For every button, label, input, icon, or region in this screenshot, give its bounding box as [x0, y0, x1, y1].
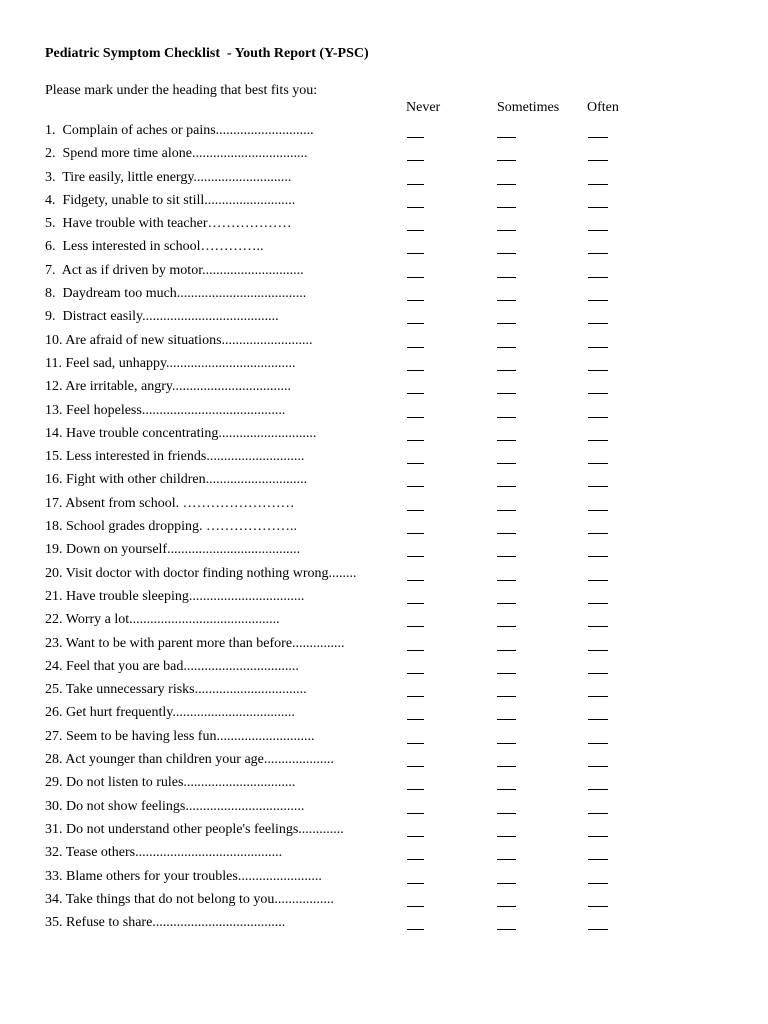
sometimes-response-blank[interactable]: [497, 906, 516, 907]
checklist-row: [45, 448, 745, 471]
never-response-blank[interactable]: [407, 300, 424, 301]
never-response-blank[interactable]: [407, 650, 424, 651]
sometimes-response-blank[interactable]: [497, 300, 516, 301]
checklist-row: [45, 891, 745, 914]
sometimes-response-blank[interactable]: [497, 603, 516, 604]
often-response-blank[interactable]: [588, 883, 608, 884]
often-response-blank[interactable]: [588, 207, 608, 208]
checklist-row: [45, 728, 745, 751]
often-response-blank[interactable]: [588, 836, 608, 837]
often-response-blank[interactable]: [588, 486, 608, 487]
item-label: 3. Tire easily, little energy............................: [45, 169, 292, 185]
sometimes-response-blank[interactable]: [497, 696, 516, 697]
item-label: 2. Spend more time alone.................................: [45, 146, 308, 162]
checklist-row: [45, 471, 745, 494]
item-label: 4. Fidgety, unable to sit still..........................: [45, 192, 296, 208]
sometimes-response-blank[interactable]: [497, 347, 516, 348]
item-label: 20. Visit doctor with doctor finding nothing wrong........: [45, 565, 357, 581]
often-response-blank[interactable]: [588, 533, 608, 534]
checklist-row: [45, 332, 745, 355]
often-response-blank[interactable]: [588, 184, 608, 185]
checklist-row: [45, 681, 745, 704]
often-response-blank[interactable]: [588, 510, 608, 511]
item-label: 7. Act as if driven by motor.............................: [45, 262, 304, 278]
item-label: 35. Refuse to share......................................: [45, 915, 286, 931]
checklist-row: [45, 518, 745, 541]
never-response-blank[interactable]: [407, 696, 424, 697]
checklist-row: [45, 751, 745, 774]
sometimes-response-blank[interactable]: [497, 789, 516, 790]
item-label: 19. Down on yourself......................................: [45, 542, 301, 558]
sometimes-response-blank[interactable]: [497, 743, 516, 744]
instruction-text: Please mark under the heading that best fits you:: [45, 83, 318, 98]
item-label: 33. Blame others for your troubles........................: [45, 868, 322, 884]
often-response-blank[interactable]: [588, 463, 608, 464]
item-label: 30. Do not show feelings..................................: [45, 798, 305, 814]
often-response-blank[interactable]: [588, 673, 608, 674]
sometimes-response-blank[interactable]: [497, 440, 516, 441]
often-response-blank[interactable]: [588, 277, 608, 278]
sometimes-response-blank[interactable]: [497, 929, 516, 930]
never-response-blank[interactable]: [407, 277, 424, 278]
item-label: 32. Tease others..........................................: [45, 845, 283, 861]
checklist-row: [45, 658, 745, 681]
never-response-blank[interactable]: [407, 743, 424, 744]
sometimes-response-blank[interactable]: [497, 370, 516, 371]
often-response-blank[interactable]: [588, 417, 608, 418]
checklist-row: [45, 238, 745, 261]
sometimes-response-blank[interactable]: [497, 207, 516, 208]
checklist-row: [45, 378, 745, 401]
often-response-blank[interactable]: [588, 580, 608, 581]
never-response-blank[interactable]: [407, 789, 424, 790]
never-response-blank[interactable]: [407, 323, 424, 324]
checklist-row: [45, 285, 745, 308]
item-label: 1. Complain of aches or pains............................: [45, 123, 314, 138]
checklist-row: [45, 169, 745, 192]
often-response-blank[interactable]: [588, 370, 608, 371]
sometimes-response-blank[interactable]: [497, 883, 516, 884]
never-response-blank[interactable]: [407, 207, 424, 208]
never-response-blank[interactable]: [407, 463, 424, 464]
often-response-blank[interactable]: [588, 789, 608, 790]
checklist-row: [45, 192, 745, 215]
often-response-blank[interactable]: [588, 766, 608, 767]
often-response-blank[interactable]: [588, 393, 608, 394]
item-label: 26. Get hurt frequently...................................: [45, 705, 295, 721]
item-label: 16. Fight with other children.............................: [45, 472, 308, 488]
sometimes-response-blank[interactable]: [497, 160, 516, 161]
never-response-blank[interactable]: [407, 347, 424, 348]
often-response-blank[interactable]: [588, 440, 608, 441]
checklist-row: [45, 495, 745, 518]
sometimes-response-blank[interactable]: [497, 580, 516, 581]
checklist-row: [45, 868, 745, 891]
item-label: 17. Absent from school. ……………………: [45, 495, 295, 511]
often-response-blank[interactable]: [588, 253, 608, 254]
item-label: 31. Do not understand other people's feelings.............: [45, 821, 344, 837]
often-response-blank[interactable]: [588, 603, 608, 604]
sometimes-response-blank[interactable]: [497, 556, 516, 557]
never-response-blank[interactable]: [407, 580, 424, 581]
item-label: 28. Act younger than children your age....................: [45, 752, 334, 768]
sometimes-response-blank[interactable]: [497, 673, 516, 674]
item-label: 29. Do not listen to rules................................: [45, 775, 296, 791]
checklist-row: [45, 308, 745, 331]
never-response-blank[interactable]: [407, 533, 424, 534]
often-response-blank[interactable]: [588, 813, 608, 814]
checklist-row: [45, 704, 745, 727]
never-response-blank[interactable]: [407, 906, 424, 907]
sometimes-response-blank[interactable]: [497, 650, 516, 651]
checklist-row: [45, 355, 745, 378]
often-response-blank[interactable]: [588, 323, 608, 324]
sometimes-response-blank[interactable]: [497, 393, 516, 394]
page-title: Pediatric Symptom Checklist - Youth Report (Y-PSC): [45, 46, 369, 61]
never-response-blank[interactable]: [407, 719, 424, 720]
item-label: 24. Feel that you are bad.................................: [45, 658, 299, 674]
often-response-blank[interactable]: [588, 347, 608, 348]
never-response-blank[interactable]: [407, 393, 424, 394]
item-label: 13. Feel hopeless.........................................: [45, 402, 286, 418]
sometimes-response-blank[interactable]: [497, 719, 516, 720]
often-response-blank[interactable]: [588, 719, 608, 720]
never-response-blank[interactable]: [407, 626, 424, 627]
never-response-blank[interactable]: [407, 836, 424, 837]
often-response-blank[interactable]: [588, 650, 608, 651]
sometimes-response-blank[interactable]: [497, 277, 516, 278]
sometimes-response-blank[interactable]: [497, 417, 516, 418]
sometimes-response-blank[interactable]: [497, 859, 516, 860]
sometimes-response-blank[interactable]: [497, 230, 516, 231]
often-response-blank[interactable]: [588, 626, 608, 627]
never-response-blank[interactable]: [407, 766, 424, 767]
often-response-blank[interactable]: [588, 300, 608, 301]
item-label: 27. Seem to be having less fun............................: [45, 728, 315, 744]
never-response-blank[interactable]: [407, 440, 424, 441]
never-response-blank[interactable]: [407, 160, 424, 161]
item-label: 34. Take things that do not belong to you.................: [45, 891, 334, 907]
checklist-row: [45, 402, 745, 425]
column-header-never: Never: [406, 100, 441, 115]
never-response-blank[interactable]: [407, 510, 424, 511]
checklist-row: [45, 262, 745, 285]
never-response-blank[interactable]: [407, 230, 424, 231]
item-label: 5. Have trouble with teacher………………: [45, 216, 292, 232]
never-response-blank[interactable]: [407, 859, 424, 860]
item-label: 25. Take unnecessary risks................................: [45, 682, 307, 698]
often-response-blank[interactable]: [588, 696, 608, 697]
item-label: 6. Less interested in school…………..: [45, 239, 264, 255]
never-response-blank[interactable]: [407, 137, 424, 138]
item-label: 12. Are irritable, angry..................................: [45, 379, 291, 395]
sometimes-response-blank[interactable]: [497, 533, 516, 534]
sometimes-response-blank[interactable]: [497, 184, 516, 185]
often-response-blank[interactable]: [588, 556, 608, 557]
sometimes-response-blank[interactable]: [497, 836, 516, 837]
never-response-blank[interactable]: [407, 673, 424, 674]
often-response-blank[interactable]: [588, 859, 608, 860]
never-response-blank[interactable]: [407, 556, 424, 557]
column-header-often: Often: [587, 100, 619, 115]
checklist-row: [45, 541, 745, 564]
item-label: 23. Want to be with parent more than before...............: [45, 635, 345, 651]
sometimes-response-blank[interactable]: [497, 463, 516, 464]
checklist-row: [45, 611, 745, 634]
sometimes-response-blank[interactable]: [497, 813, 516, 814]
often-response-blank[interactable]: [588, 906, 608, 907]
checklist-row: [45, 122, 745, 145]
checklist-row: [45, 215, 745, 238]
column-header-sometimes: Sometimes: [497, 100, 560, 115]
checklist-row: [45, 914, 745, 937]
item-label: 14. Have trouble concentrating............................: [45, 425, 317, 441]
never-response-blank[interactable]: [407, 929, 424, 930]
often-response-blank[interactable]: [588, 929, 608, 930]
often-response-blank[interactable]: [588, 160, 608, 161]
often-response-blank[interactable]: [588, 137, 608, 138]
item-label: 9. Distract easily.......................................: [45, 309, 279, 325]
item-label: 10. Are afraid of new situations..........................: [45, 332, 313, 348]
checklist-row: [45, 774, 745, 797]
never-response-blank[interactable]: [407, 813, 424, 814]
never-response-blank[interactable]: [407, 253, 424, 254]
checklist-row: [45, 635, 745, 658]
often-response-blank[interactable]: [588, 743, 608, 744]
checklist-row: [45, 588, 745, 611]
checklist-row: [45, 821, 745, 844]
never-response-blank[interactable]: [407, 603, 424, 604]
sometimes-response-blank[interactable]: [497, 323, 516, 324]
item-label: 11. Feel sad, unhappy.....................................: [45, 355, 296, 371]
never-response-blank[interactable]: [407, 370, 424, 371]
item-label: 18. School grades dropping. ………………..: [45, 519, 297, 535]
checklist-row: [45, 844, 745, 867]
never-response-blank[interactable]: [407, 184, 424, 185]
item-label: 8. Daydream too much.....................................: [45, 286, 307, 302]
never-response-blank[interactable]: [407, 883, 424, 884]
checklist-items: [45, 122, 745, 937]
often-response-blank[interactable]: [588, 230, 608, 231]
item-label: 21. Have trouble sleeping.................................: [45, 588, 305, 604]
sometimes-response-blank[interactable]: [497, 137, 516, 138]
checklist-row: [45, 425, 745, 448]
item-label: 15. Less interested in friends............................: [45, 449, 305, 465]
never-response-blank[interactable]: [407, 486, 424, 487]
checklist-row: [45, 565, 745, 588]
checklist-row: [45, 145, 745, 168]
item-label: 22. Worry a lot...........................................: [45, 612, 280, 628]
checklist-row: [45, 798, 745, 821]
sometimes-response-blank[interactable]: [497, 766, 516, 767]
sometimes-response-blank[interactable]: [497, 626, 516, 627]
sometimes-response-blank[interactable]: [497, 510, 516, 511]
sometimes-response-blank[interactable]: [497, 253, 516, 254]
sometimes-response-blank[interactable]: [497, 486, 516, 487]
never-response-blank[interactable]: [407, 417, 424, 418]
